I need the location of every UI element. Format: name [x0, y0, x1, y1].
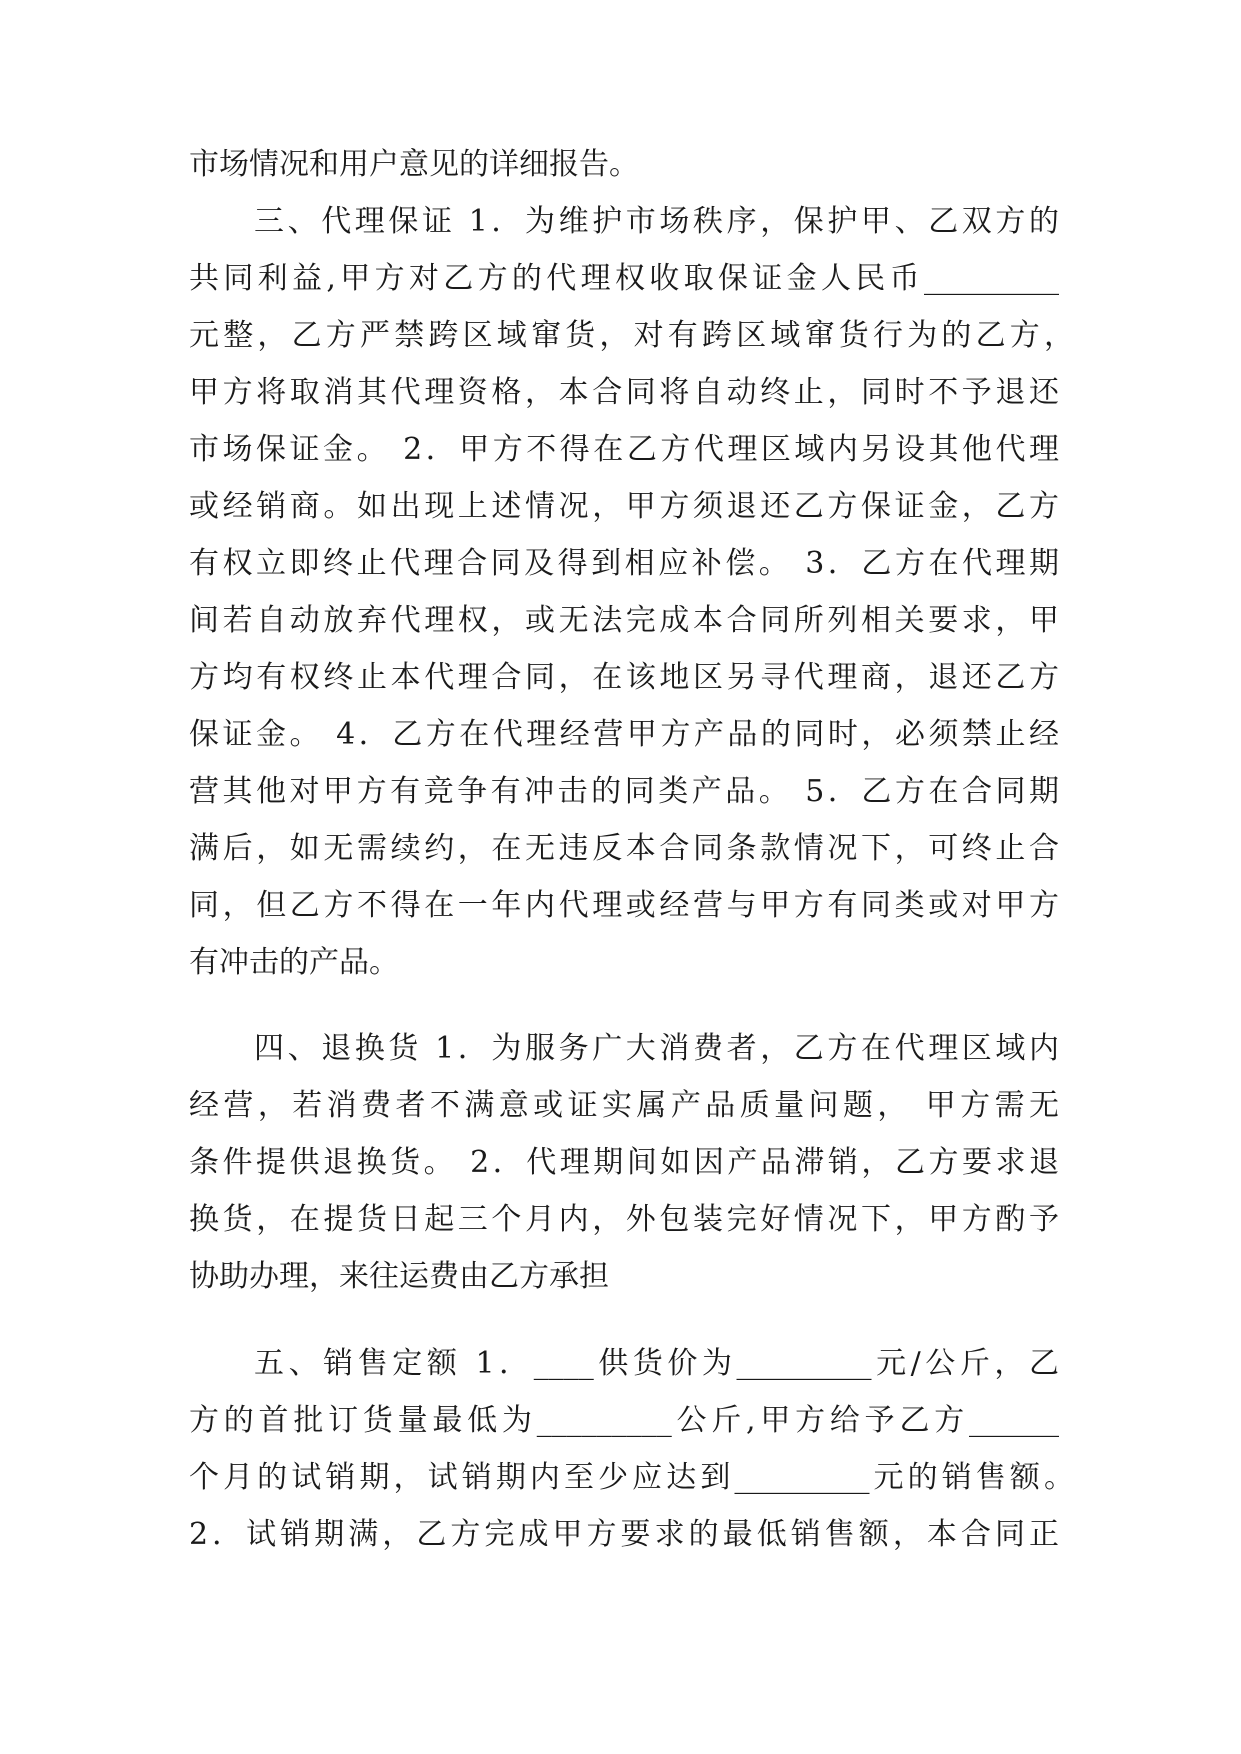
text-line: 市场保证金。 2．甲方不得在乙方代理区域内另设其他代理: [189, 432, 1059, 467]
text-line: 条件提供退换货。 2．代理期间如因产品滞销，乙方要求退: [189, 1145, 1059, 1180]
text-line: 经营，若消费者不满意或证实属产品质量问题， 甲方需无: [189, 1088, 1059, 1123]
text-line: 满后，如无需续约，在无违反本合同条款情况下，可终止合: [189, 831, 1059, 866]
text-line: 间若自动放弃代理权，或无法完成本合同所列相关要求，甲: [189, 603, 1059, 638]
text-line: 换货，在提货日起三个月内，外包装完好情况下，甲方酌予: [189, 1202, 1059, 1237]
text-line: 保证金。 4．乙方在代理经营甲方产品的同时，必须禁止经: [189, 717, 1059, 752]
text-line: 个月的试销期，试销期内至少应达到_________元的销售额。: [189, 1460, 1074, 1495]
text-line: 同，但乙方不得在一年内代理或经营与甲方有同类或对甲方: [189, 888, 1059, 923]
section-heading-sales-quota: 五、销售定额 1．____供货价为_________元/公斤，乙: [254, 1346, 1059, 1381]
text-line: 方的首批订货量最低为_________公斤,甲方给予乙方______: [189, 1403, 1059, 1438]
text-line: 营其他对甲方有竞争有冲击的同类产品。 5．乙方在合同期: [189, 774, 1059, 809]
text-line: 共同利益,甲方对乙方的代理权收取保证金人民币_________: [189, 261, 1059, 296]
text-line: 甲方将取消其代理资格，本合同将自动终止，同时不予退还: [189, 375, 1059, 410]
section-heading-returns: 四、退换货 1．为服务广大消费者，乙方在代理区域内: [254, 1031, 1059, 1066]
section-heading-agency-guarantee: 三、代理保证 1．为维护市场秩序，保护甲、乙双方的: [254, 204, 1059, 239]
text-line: 或经销商。如出现上述情况，甲方须退还乙方保证金，乙方: [189, 489, 1059, 524]
text-line: 有权立即终止代理合同及得到相应补偿。 3．乙方在代理期: [189, 546, 1059, 581]
text-line: 方均有权终止本代理合同，在该地区另寻代理商，退还乙方: [189, 660, 1059, 695]
text-line: 有冲击的产品。: [189, 945, 399, 980]
text-line: 协助办理，来往运费由乙方承担: [189, 1259, 609, 1294]
text-line: 2．试销期满，乙方完成甲方要求的最低销售额，本合同正: [189, 1517, 1059, 1552]
text-line: 市场情况和用户意见的详细报告。: [189, 147, 639, 182]
text-line: 元整，乙方严禁跨区域窜货，对有跨区域窜货行为的乙方，: [189, 318, 1074, 353]
